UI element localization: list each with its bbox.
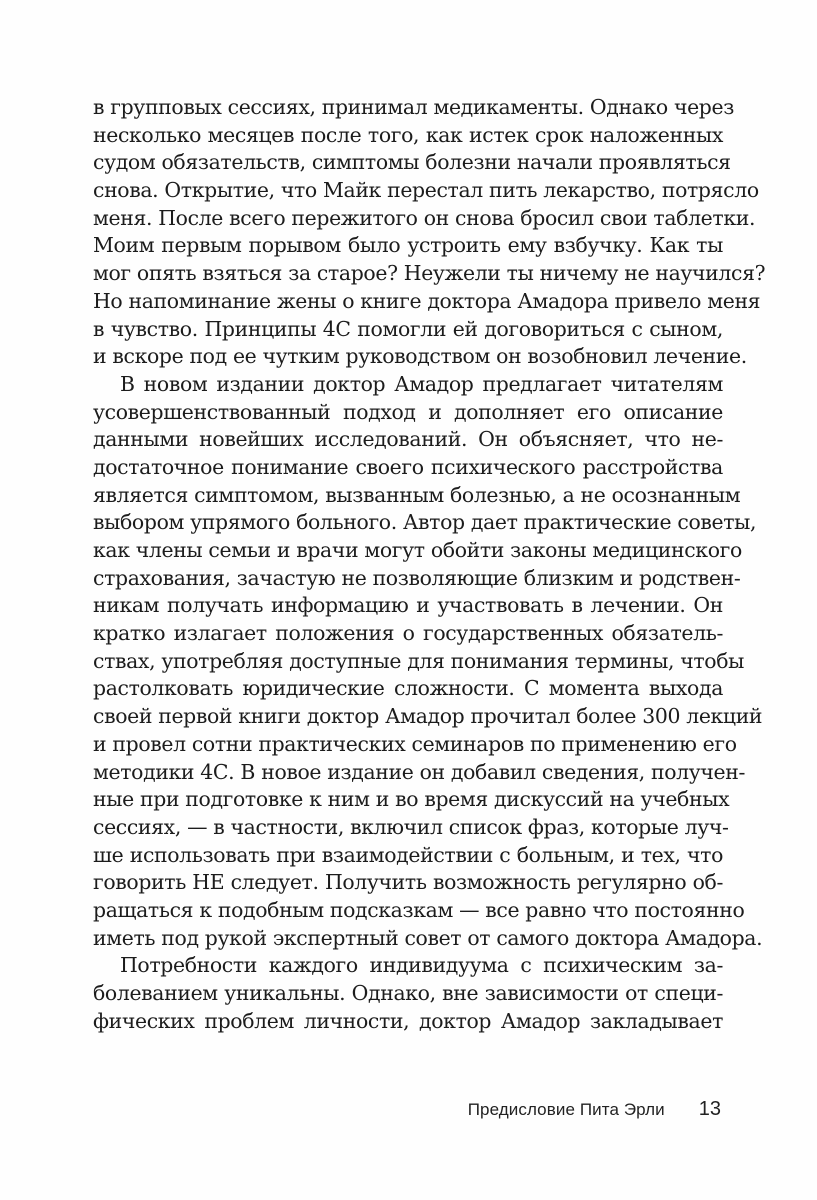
text-line: мог опять взяться за старое? Неужели ты ничему не научился?: [93, 261, 766, 286]
page-number: 13: [698, 1098, 721, 1120]
text-line: является симптомом, вызванным болезнью, а не осознанным: [93, 482, 741, 507]
text-line: судом обязательств, симптомы болезни начали проявляться: [93, 150, 731, 175]
paragraph-start-line: Потребности каждого индивидуума с психическим за-: [120, 953, 723, 978]
text-line: сессиях, — в частности, включил список фраз, которые луч-: [93, 814, 729, 839]
text-line: болеванием уникальны. Однако, вне зависимости от специ-: [93, 981, 723, 1005]
text-line: меня. После всего пережитого он снова бросил свои таблетки.: [93, 205, 756, 230]
text-line: ращаться к подобным подсказкам — все равно что постоянно: [93, 897, 745, 922]
text-line: растолковать юридические сложности. С момента выхода: [93, 676, 723, 701]
body-text: [93, 94, 766, 1035]
running-title: Предисловие Пита Эрли: [467, 1100, 665, 1119]
page-footer: [468, 1098, 721, 1121]
text-line: страхования, зачастую не позволяющие близким и родствен-: [93, 565, 741, 590]
text-line: снова. Открытие, что Майк перестал пить лекарство, потрясло: [93, 178, 759, 203]
text-line: никам получать информацию и участвовать в лечении. Он: [93, 593, 723, 618]
text-line: в чувство. Принципы 4С помогли ей договориться с сыном,: [93, 316, 723, 341]
text-line: и провел сотни практических семинаров по применению его: [93, 731, 737, 756]
text-line: иметь под рукой экспертный совет от самого доктора Амадора.: [93, 925, 763, 950]
text-line: своей первой книги доктор Амадор прочитал более 300 лекций: [93, 704, 763, 729]
text-line: как члены семьи и врачи могут обойти законы медицинского: [93, 538, 742, 562]
text-line: Но напоминание жены о книге доктора Амадора привело меня: [93, 288, 761, 313]
text-line: и вскоре под ее чутким руководством он возобновил лечение.: [93, 344, 747, 369]
text-line: несколько месяцев после того, как истек срок наложенных: [93, 122, 723, 147]
text-line: Моим первым порывом было устроить ему взбучку. Как ты: [93, 233, 723, 258]
text-line: данными новейших исследований. Он объясняет, что не-: [93, 427, 723, 452]
text-line: ше использовать при взаимодействии с больным, и тех, что: [93, 842, 723, 867]
text-line: ствах, употребляя доступные для понимания термины, чтобы: [93, 648, 745, 673]
text-line: в групповых сессиях, принимал медикаменты. Однако через: [93, 95, 734, 119]
text-line: усовершенствованный подход и дополняет его описание: [93, 399, 723, 424]
text-line: достаточное понимание своего психического расстройства: [93, 454, 723, 479]
text-line: ные при подготовке к ним и во время дискуссий на учебных: [93, 787, 730, 812]
text-line: выбором упрямого больного. Автор дает практические советы,: [93, 510, 757, 535]
text-line: методики 4С. В новое издание он добавил сведения, получен-: [93, 759, 746, 784]
text-line: говорить НЕ следует. Получить возможность регулярно об-: [93, 870, 723, 895]
text-line: кратко излагает положения о государственных обязатель-: [93, 621, 723, 646]
paragraph-start-line: В новом издании доктор Амадор предлагает читателям: [120, 371, 723, 396]
text-line: фических проблем личности, доктор Амадор закладывает: [93, 1008, 723, 1033]
